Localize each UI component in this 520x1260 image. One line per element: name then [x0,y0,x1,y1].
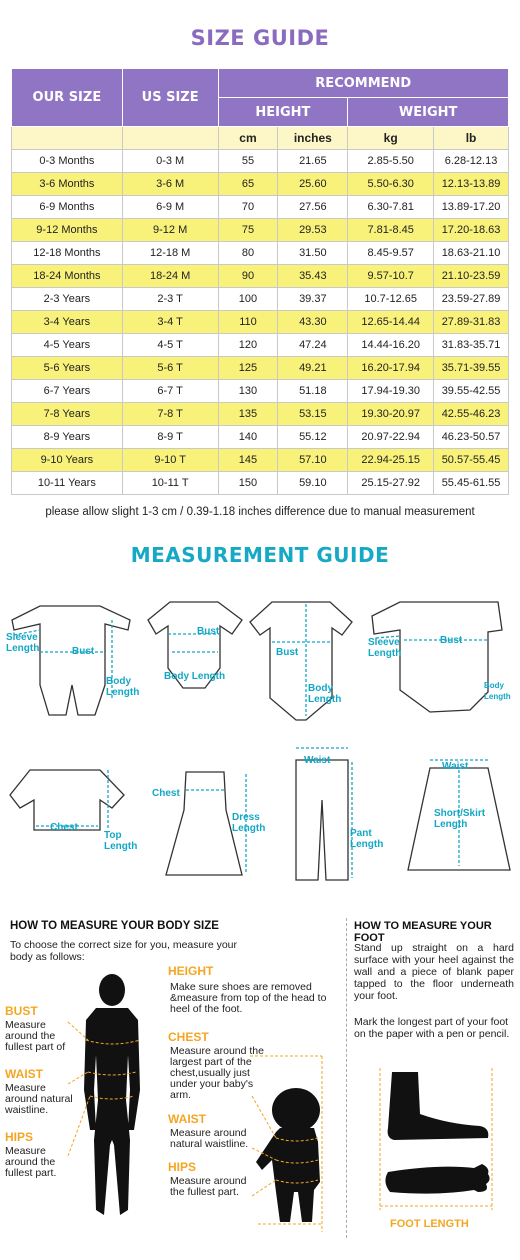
cell-us: 12-18 M [122,242,218,265]
cell-cm: 125 [218,357,278,380]
cell-in: 27.56 [278,196,348,219]
table-row [12,196,509,219]
waist-text: Measure around natural waistline. [5,1082,73,1116]
adult-silhouette-icon [84,974,140,1215]
cell-cm: 130 [218,380,278,403]
table-row [12,288,509,311]
cell-our: 3-6 Months [12,173,123,196]
header-recommend: RECOMMEND [218,69,508,98]
bust-label: BUST [5,1004,38,1018]
label-sleeve-length-1: Sleeve Length [6,632,40,654]
cell-lb: 27.89-31.83 [434,311,509,334]
cell-kg: 7.81-8.45 [348,219,434,242]
cell-us: 0-3 M [122,150,218,173]
pants-icon [296,760,348,880]
cell-our: 3-4 Years [12,311,123,334]
cell-us: 6-7 T [122,380,218,403]
cell-lb: 6.28-12.13 [434,150,509,173]
body-size-intro: To choose the correct size for you, measure your body as follows: [10,939,238,963]
section-divider [346,918,347,1238]
cell-kg: 16.20-17.94 [348,357,434,380]
cell-our: 0-3 Months [12,150,123,173]
label-bust-2: Bust [197,626,220,637]
size-guide-title: SIZE GUIDE [190,26,330,50]
label-bust-1: Bust [72,646,95,657]
cell-cm: 65 [218,173,278,196]
header-us-size: US SIZE [122,69,218,127]
cell-kg: 10.7-12.65 [348,288,434,311]
cell-in: 21.65 [278,150,348,173]
cell-cm: 150 [218,472,278,495]
cell-in: 35.43 [278,265,348,288]
table-row [12,242,509,265]
cell-lb: 31.83-35.71 [434,334,509,357]
cell-cm: 120 [218,334,278,357]
unit-lb: lb [434,127,509,150]
table-row [12,403,509,426]
cell-kg: 9.57-10.7 [348,265,434,288]
table-row [12,311,509,334]
table-row [12,357,509,380]
cell-lb: 55.45-61.55 [434,472,509,495]
cell-kg: 17.94-19.30 [348,380,434,403]
cell-our: 5-6 Years [12,357,123,380]
label-bust-4: Bust [440,635,463,646]
cell-us: 10-11 T [122,472,218,495]
cell-us: 5-6 T [122,357,218,380]
cell-our: 18-24 Months [12,265,123,288]
label-short-skirt-length: Short/Skirt Length [434,808,486,830]
kid-waist-text: Measure around natural waistline. [170,1127,249,1150]
cell-cm: 55 [218,150,278,173]
cell-us: 2-3 T [122,288,218,311]
label-body-length-3: Body Length [308,683,342,705]
cell-our: 2-3 Years [12,288,123,311]
cell-our: 7-8 Years [12,403,123,426]
cell-kg: 8.45-9.57 [348,242,434,265]
header-weight: WEIGHT [348,98,509,127]
blank-cell [12,127,123,150]
cell-kg: 5.50-6.30 [348,173,434,196]
cell-lb: 12.13-13.89 [434,173,509,196]
kid-hips-label: HIPS [168,1160,197,1174]
cell-kg: 14.44-16.20 [348,334,434,357]
height-text: Make sure shoes are removed &measure from top of the head to heel of the foot. [170,981,327,1015]
foot-length-label: FOOT LENGTH [390,1218,469,1230]
label-body-length-1: Body Length [106,676,140,698]
cell-us: 3-6 M [122,173,218,196]
cell-kg: 22.94-25.15 [348,449,434,472]
cell-kg: 2.85-5.50 [348,150,434,173]
cell-lb: 21.10-23.59 [434,265,509,288]
chest-label: CHEST [168,1030,209,1044]
unit-kg: kg [348,127,434,150]
cell-cm: 75 [218,219,278,242]
foot-text-2: Mark the longest part of your foot on the paper with a pen or pencil. [354,1016,510,1040]
kid-hips-text: Measure around the fullest part. [170,1175,247,1198]
header-our-size: OUR SIZE [12,69,123,127]
cell-in: 49.21 [278,357,348,380]
cell-lb: 46.23-50.57 [434,426,509,449]
cell-cm: 70 [218,196,278,219]
table-row [12,449,509,472]
cell-our: 8-9 Years [12,426,123,449]
cell-in: 51.18 [278,380,348,403]
foot-text-1: Stand up straight on a hard surface with your heel against the wall and a piece of blank paper tapped to the floor underneath your foot. [354,942,514,1002]
header-height: HEIGHT [218,98,348,127]
cell-lb: 42.55-46.23 [434,403,509,426]
size-table [11,68,509,495]
cell-us: 9-10 T [122,449,218,472]
cell-kg: 19.30-20.97 [348,403,434,426]
label-body-length-4: Body Length [484,681,511,701]
cell-our: 4-5 Years [12,334,123,357]
label-body-length-2: Body Length [164,671,226,682]
height-label: HEIGHT [168,964,214,978]
cell-our: 10-11 Years [12,472,123,495]
cell-us: 3-4 T [122,311,218,334]
cell-us: 7-8 T [122,403,218,426]
cell-lb: 13.89-17.20 [434,196,509,219]
label-chest-2: Chest [152,788,180,799]
label-waist-1: Waist [304,755,331,766]
crop-top-icon [10,770,124,830]
table-row [12,472,509,495]
cell-in: 55.12 [278,426,348,449]
cell-our: 6-7 Years [12,380,123,403]
cell-kg: 25.15-27.92 [348,472,434,495]
foot-heading: HOW TO MEASURE YOUR FOOT [354,920,492,944]
cell-cm: 80 [218,242,278,265]
cell-cm: 135 [218,403,278,426]
cell-cm: 90 [218,265,278,288]
cell-us: 4-5 T [122,334,218,357]
hips-label: HIPS [5,1130,34,1144]
cell-lb: 18.63-21.10 [434,242,509,265]
waist-label: WAIST [5,1067,43,1081]
cell-us: 9-12 M [122,219,218,242]
table-row [12,334,509,357]
cell-lb: 39.55-42.55 [434,380,509,403]
cell-lb: 35.71-39.55 [434,357,509,380]
label-top-length: Top Length [104,830,138,852]
cell-kg: 20.97-22.94 [348,426,434,449]
table-row [12,380,509,403]
foot-sole-icon [385,1164,489,1194]
label-chest-1: Chest [50,822,78,833]
blank-cell [122,127,218,150]
cell-in: 29.53 [278,219,348,242]
chest-text: Measure around the largest part of the chest,usually just under your baby's arm. [170,1045,264,1101]
unit-cm: cm [218,127,278,150]
cell-our: 9-10 Years [12,449,123,472]
cell-us: 6-9 M [122,196,218,219]
cell-us: 18-24 M [122,265,218,288]
cell-in: 25.60 [278,173,348,196]
bust-text: Measure around the fullest part of [5,1019,66,1053]
table-row [12,219,509,242]
unit-inches: inches [278,127,348,150]
cell-in: 57.10 [278,449,348,472]
cell-in: 47.24 [278,334,348,357]
table-row [12,150,509,173]
cell-in: 59.10 [278,472,348,495]
cell-in: 31.50 [278,242,348,265]
measurement-note: please allow slight 1-3 cm / 0.39-1.18 inches difference due to manual measurement [45,506,475,518]
label-sleeve-length-2: Sleeve Length [368,637,402,659]
body-size-heading: HOW TO MEASURE YOUR BODY SIZE [10,920,219,932]
cell-kg: 12.65-14.44 [348,311,434,334]
foot-side-icon [388,1072,489,1140]
cell-in: 39.37 [278,288,348,311]
cell-our: 12-18 Months [12,242,123,265]
hips-text: Measure around the fullest part. [5,1145,57,1179]
cell-cm: 145 [218,449,278,472]
cell-cm: 140 [218,426,278,449]
label-dress-length: Dress Length [232,812,266,834]
table-row [12,426,509,449]
label-bust-3: Bust [276,647,299,658]
cell-cm: 100 [218,288,278,311]
measurement-guide-title: MEASUREMENT GUIDE [130,543,390,567]
cell-us: 8-9 T [122,426,218,449]
cell-in: 43.30 [278,311,348,334]
cell-lb: 23.59-27.89 [434,288,509,311]
kid-waist-label: WAIST [168,1112,206,1126]
cell-our: 9-12 Months [12,219,123,242]
label-pant-length: Pant Length [350,828,384,850]
label-waist-2: Waist [442,761,469,772]
cell-cm: 110 [218,311,278,334]
cell-lb: 17.20-18.63 [434,219,509,242]
cell-our: 6-9 Months [12,196,123,219]
table-row [12,173,509,196]
foot-illustration [378,1068,513,1233]
cell-lb: 50.57-55.45 [434,449,509,472]
cell-in: 53.15 [278,403,348,426]
table-row [12,265,509,288]
cell-kg: 6.30-7.81 [348,196,434,219]
